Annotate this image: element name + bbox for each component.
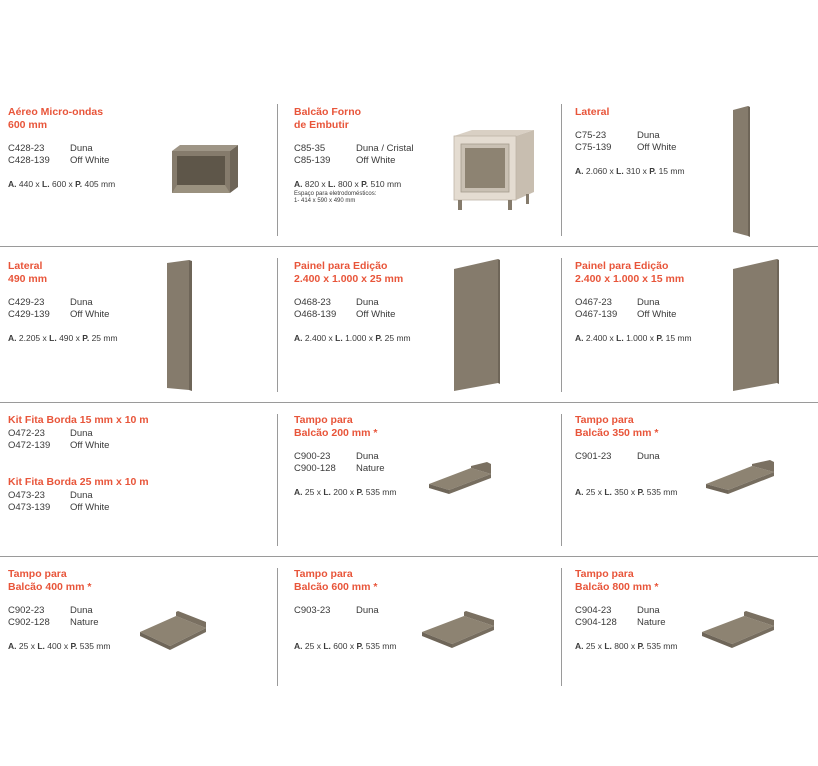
column-divider <box>561 258 562 392</box>
product-title: Lateral 490 mm <box>8 260 48 285</box>
product-code: C901-23 <box>575 451 612 462</box>
product-dimensions: A. 25 x L. 350 x P. 535 mm <box>575 487 678 497</box>
finish-name: Duna / Cristal <box>356 143 414 154</box>
microwave-cabinet-image <box>168 143 240 195</box>
product-dimensions: A. 25 x L. 400 x P. 535 mm <box>8 641 111 651</box>
product-dimensions: A. 25 x L. 600 x P. 535 mm <box>294 641 397 651</box>
finish-name: Duna <box>637 451 660 462</box>
column-divider <box>277 568 278 686</box>
product-dimensions: A. 2.205 x L. 490 x P. 25 mm <box>8 333 118 343</box>
column-divider <box>561 414 562 546</box>
product-codes <box>294 297 454 321</box>
countertop-image <box>427 460 493 496</box>
product-title: Lateral <box>575 106 610 118</box>
product-code: O467-139 <box>575 309 618 320</box>
product-code: C429-139 <box>8 309 50 320</box>
countertop-image <box>704 458 776 498</box>
row-divider <box>0 246 818 247</box>
product-code: C428-23 <box>8 143 45 154</box>
wide-panel-image <box>452 259 502 393</box>
finish-name: Off White <box>356 155 396 166</box>
product-title: Tampo para Balcão 350 mm * <box>575 414 659 439</box>
product-code: C900-23 <box>294 451 331 462</box>
product-code: C902-23 <box>8 605 45 616</box>
column-divider <box>277 104 278 236</box>
product-dimensions: A. 820 x L. 800 x P. 510 mm <box>294 179 402 189</box>
product-title: Balcão Forno de Embutir <box>294 106 362 131</box>
wide-panel-image <box>731 259 781 393</box>
finish-name: Duna <box>637 130 660 141</box>
column-divider <box>277 414 278 546</box>
product-dimensions: A. 2.060 x L. 310 x P. 15 mm <box>575 166 685 176</box>
product-code: C75-23 <box>575 130 607 141</box>
product-dimensions: A. 25 x L. 800 x P. 535 mm <box>575 641 678 651</box>
column-divider <box>561 104 562 236</box>
countertop-image <box>700 610 776 650</box>
product-code: C428-139 <box>8 155 50 166</box>
product-code: C900-128 <box>294 463 336 474</box>
product-title: Tampo para Balcão 400 mm * <box>8 568 92 593</box>
finish-name: Off White <box>70 155 110 166</box>
product-codes <box>8 490 268 514</box>
product-codes <box>575 130 735 154</box>
oven-base-cabinet-image <box>450 128 538 214</box>
product-code: C903-23 <box>294 605 331 616</box>
appliance-space-note: Espaço para eletrodomésticos: 1- 414 x 590 x 490 mm <box>294 191 377 204</box>
finish-name: Off White <box>70 502 110 513</box>
finish-name: Duna <box>70 605 93 616</box>
product-dimensions: A. 25 x L. 200 x P. 535 mm <box>294 487 397 497</box>
finish-name: Off White <box>70 440 110 451</box>
row-divider <box>0 402 818 403</box>
finish-name: Nature <box>356 463 385 474</box>
product-code: O472-23 <box>8 428 45 439</box>
finish-name: Duna <box>70 297 93 308</box>
product-code: C904-128 <box>575 617 617 628</box>
product-title: Painel para Edição 2.400 x 1.000 x 25 mm <box>294 260 404 285</box>
finish-name: Off White <box>356 309 396 320</box>
product-codes <box>8 428 268 452</box>
product-title: Aéreo Micro-ondas 600 mm <box>8 106 104 131</box>
countertop-image <box>138 610 208 654</box>
product-codes <box>575 297 735 321</box>
finish-name: Duna <box>356 297 379 308</box>
product-card <box>294 260 454 344</box>
product-title: Painel para Edição 2.400 x 1.000 x 15 mm <box>575 260 685 285</box>
finish-name: Duna <box>637 297 660 308</box>
finish-name: Nature <box>70 617 99 628</box>
product-code: C429-23 <box>8 297 45 308</box>
finish-name: Duna <box>356 451 379 462</box>
product-dimensions: A. 440 x L. 600 x P. 405 mm <box>8 179 116 189</box>
product-code: O473-23 <box>8 490 45 501</box>
product-code: C75-139 <box>575 142 612 153</box>
finish-name: Duna <box>70 428 93 439</box>
finish-name: Off White <box>70 309 110 320</box>
product-code: C904-23 <box>575 605 612 616</box>
product-code: O468-23 <box>294 297 331 308</box>
column-divider <box>277 258 278 392</box>
side-panel-image <box>165 260 193 392</box>
product-title: Tampo para Balcão 600 mm * <box>294 568 378 593</box>
product-code: O468-139 <box>294 309 337 320</box>
product-code: C85-139 <box>294 155 331 166</box>
product-code: C85-35 <box>294 143 326 154</box>
finish-name: Duna <box>356 605 379 616</box>
product-dimensions: A. 2.400 x L. 1.000 x P. 25 mm <box>294 333 411 343</box>
product-title: Tampo para Balcão 200 mm * <box>294 414 378 439</box>
finish-name: Off White <box>637 142 677 153</box>
finish-name: Duna <box>637 605 660 616</box>
side-panel-image <box>731 106 751 238</box>
row-divider <box>0 556 818 557</box>
finish-name: Nature <box>637 617 666 628</box>
product-card <box>8 414 268 514</box>
product-card <box>575 260 735 344</box>
product-card <box>575 106 735 177</box>
finish-name: Duna <box>70 143 93 154</box>
product-code: O473-139 <box>8 502 51 513</box>
finish-name: Duna <box>70 490 93 501</box>
column-divider <box>561 568 562 686</box>
product-dimensions: A. 2.400 x L. 1.000 x P. 15 mm <box>575 333 692 343</box>
product-card <box>8 260 158 344</box>
product-codes <box>8 297 158 321</box>
product-code: C902-128 <box>8 617 50 628</box>
product-title: Tampo para Balcão 800 mm * <box>575 568 659 593</box>
product-code: O467-23 <box>575 297 612 308</box>
product-title: Kit Fita Borda 15 mm x 10 m <box>8 414 149 426</box>
finish-name: Off White <box>637 309 677 320</box>
product-title: Kit Fita Borda 25 mm x 10 m <box>8 476 149 488</box>
product-code: O472-139 <box>8 440 51 451</box>
countertop-image <box>420 610 496 650</box>
